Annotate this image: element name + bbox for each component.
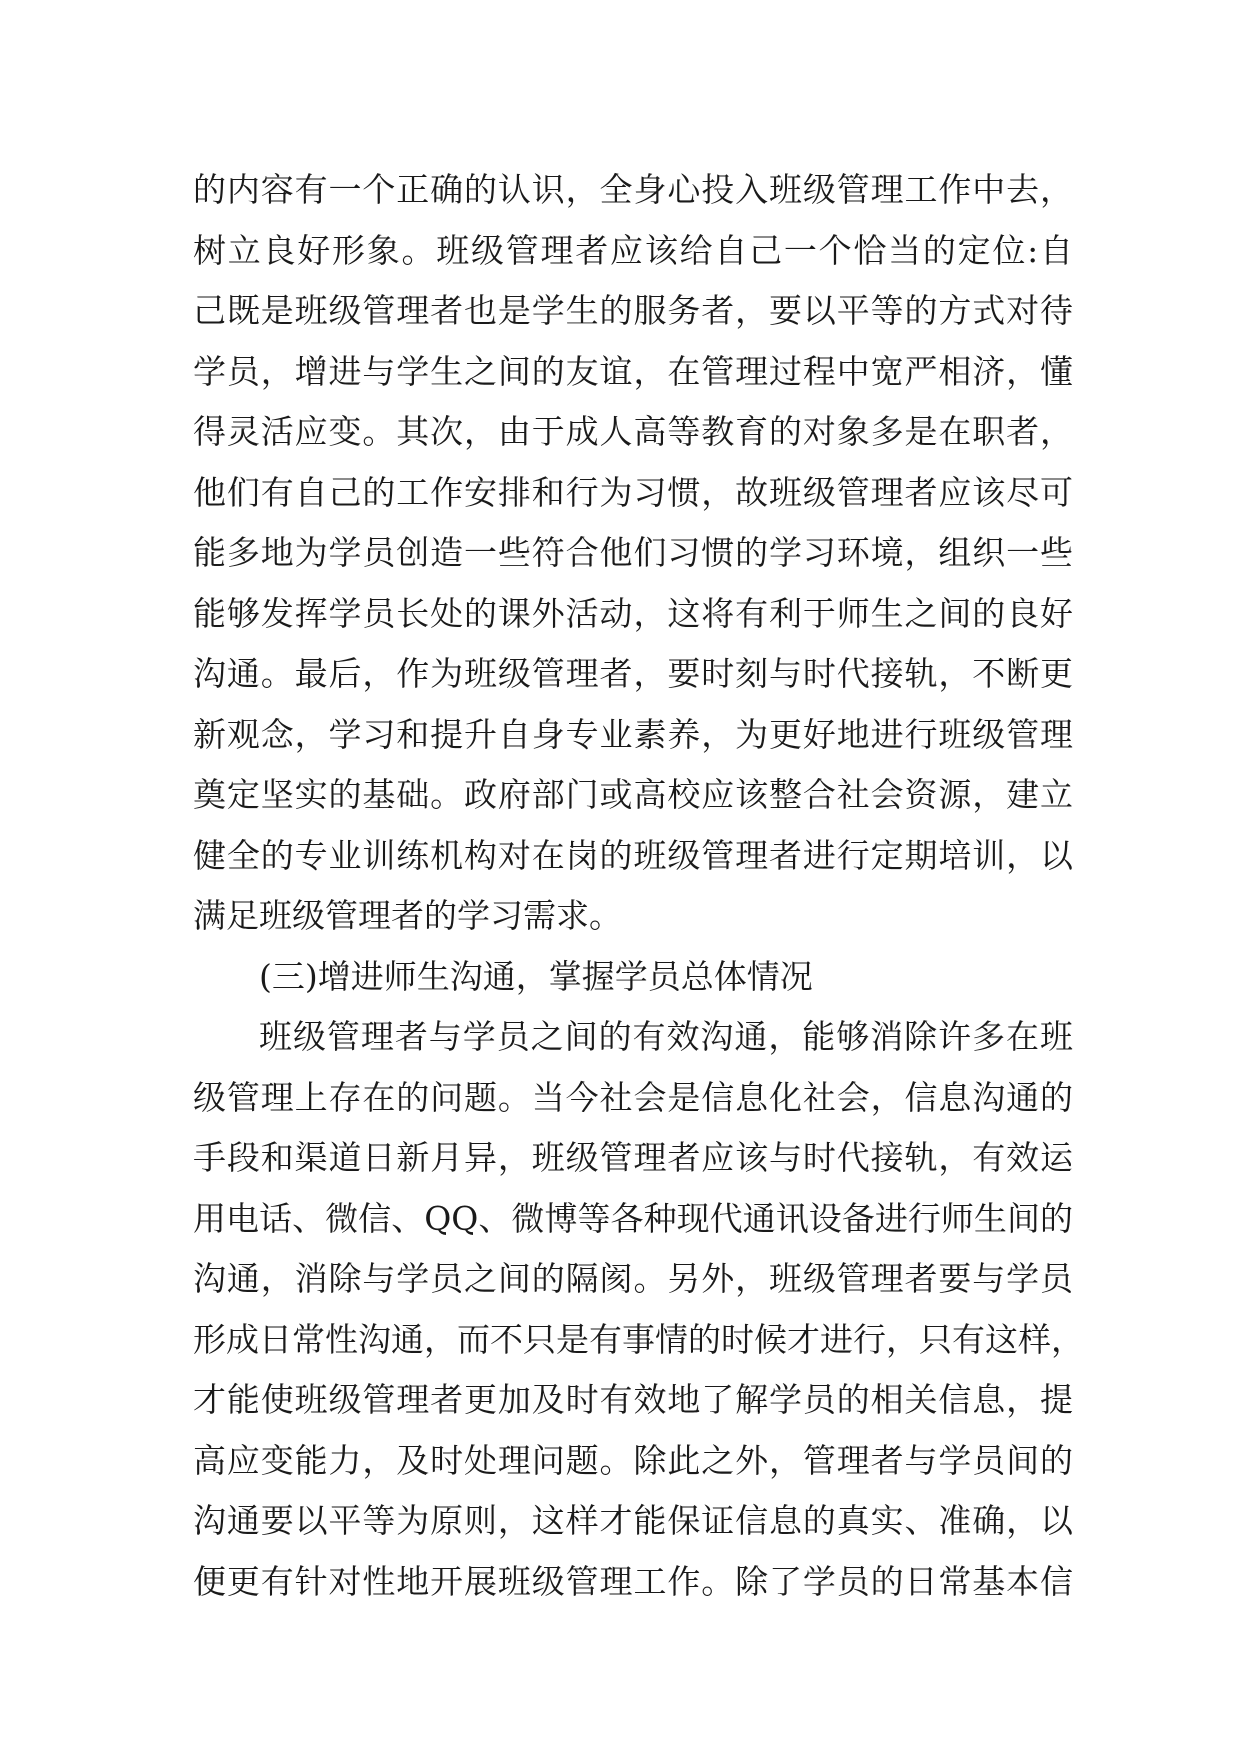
text-line: 奠定坚实的基础。政府部门或高校应该整合社会资源，建立 (193, 775, 1073, 814)
body-text (193, 160, 1084, 1612)
text-line: 得灵活应变。其次，由于成人高等教育的对象多是在职者， (193, 412, 1073, 451)
text-line: 的内容有一个正确的认识，全身心投入班级管理工作中去， (193, 170, 1073, 209)
text-line: 便更有针对性地开展班级管理工作。除了学员的日常基本信 (193, 1561, 1073, 1601)
paragraph-1 (193, 160, 1073, 947)
text-line: 能够发挥学员长处的课外活动，这将有利于师生之间的良好 (193, 593, 1073, 633)
text-line: 用电话、微信、QQ、微博等各种现代通讯设备进行师生间的 (193, 1198, 1073, 1238)
paragraph-2 (193, 1007, 1084, 1612)
text-line: 他们有自己的工作安排和行为习惯，故班级管理者应该尽可 (193, 472, 1073, 512)
text-line: 健全的专业训练机构对在岗的班级管理者进行定期培训，以 (193, 835, 1073, 875)
text-line: 树立良好形象。班级管理者应该给自己一个恰当的定位:自 (193, 230, 1073, 270)
text-line: 学员，增进与学生之间的友谊，在管理过程中宽严相济，懂 (193, 351, 1073, 391)
text-line: 才能使班级管理者更加及时有效地了解学员的相关信息，提 (193, 1380, 1073, 1419)
text-line: 沟通，消除与学员之间的隔阂。另外，班级管理者要与学员 (193, 1259, 1073, 1298)
text-line: 满足班级管理者的学习需求。 (193, 896, 622, 935)
text-line: 形成日常性沟通，而不只是有事情的时候才进行，只有这样， (193, 1319, 1084, 1359)
text-line: 新观念，学习和提升自身专业素养，为更好地进行班级管理 (193, 714, 1073, 754)
section-heading: (三)增进师生沟通，掌握学员总体情况 (259, 956, 813, 996)
text-line: 己既是班级管理者也是学生的服务者，要以平等的方式对待 (193, 291, 1073, 330)
text-line: 级管理上存在的问题。当今社会是信息化社会，信息沟通的 (193, 1077, 1073, 1117)
text-line: 沟通要以平等为原则，这样才能保证信息的真实、准确，以 (193, 1501, 1073, 1540)
text-line: 手段和渠道日新月异，班级管理者应该与时代接轨，有效运 (193, 1138, 1073, 1177)
text-line: 能多地为学员创造一些符合他们习惯的学习环境，组织一些 (193, 533, 1073, 572)
text-line: 高应变能力，及时处理问题。除此之外，管理者与学员间的 (193, 1440, 1073, 1480)
text-line: 班级管理者与学员之间的有效沟通，能够消除许多在班 (259, 1017, 1073, 1056)
text-line: 沟通。最后，作为班级管理者，要时刻与时代接轨，不断更 (193, 654, 1073, 693)
